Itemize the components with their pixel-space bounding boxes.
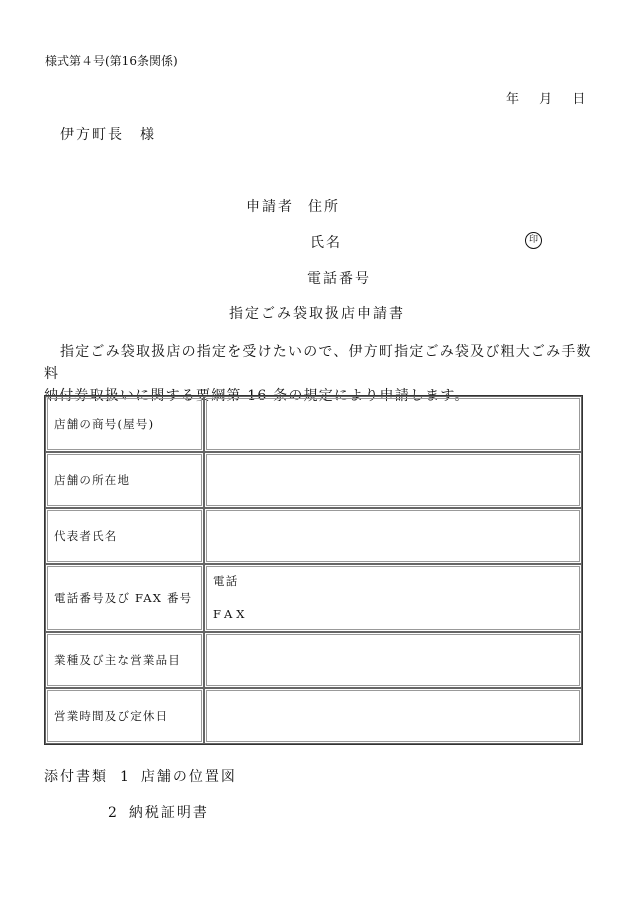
addressee-honorific: 様 bbox=[140, 127, 156, 143]
row-label-shop-name: 店舗の商号(屋号) bbox=[45, 396, 204, 452]
attachment-text: 店舗の位置図 bbox=[140, 769, 237, 785]
body-line-1: 指定ごみ袋取扱店の指定を受けたいので、伊方町指定ごみ袋及び粗大ごみ手数料 bbox=[44, 344, 592, 382]
table-row bbox=[45, 396, 582, 452]
attachment-number: 1 bbox=[120, 769, 131, 785]
seal-mark-icon: 印 bbox=[525, 232, 542, 249]
row-label-hours: 営業時間及び定休日 bbox=[45, 688, 204, 744]
date-month: 月 bbox=[539, 92, 553, 107]
hours-field[interactable] bbox=[204, 688, 582, 744]
representative-field[interactable] bbox=[204, 508, 582, 564]
attachments-heading: 添付書類 bbox=[44, 769, 108, 785]
row-label-business-type: 業種及び主な営業品目 bbox=[45, 632, 204, 688]
phone-fax-field[interactable] bbox=[204, 564, 582, 632]
table-row bbox=[45, 564, 582, 632]
addressee bbox=[60, 124, 156, 144]
attachment-text: 納税証明書 bbox=[128, 805, 209, 821]
shop-address-field[interactable] bbox=[204, 452, 582, 508]
document-title: 指定ごみ袋取扱店申請書 bbox=[229, 306, 405, 322]
tel-label: 電話 bbox=[213, 574, 239, 588]
applicant-phone-label: 電話番号 bbox=[307, 271, 371, 287]
address-label: 住所 bbox=[308, 199, 340, 215]
fax-label: FAX bbox=[213, 607, 249, 621]
addressee-name: 伊方町長 bbox=[60, 127, 124, 143]
date-line bbox=[506, 88, 585, 107]
attachment-number: 2 bbox=[108, 805, 119, 821]
date-year: 年 bbox=[506, 92, 520, 107]
applicant-address-line bbox=[246, 196, 340, 216]
table-row bbox=[45, 452, 582, 508]
table-row bbox=[45, 688, 582, 744]
row-label-shop-address: 店舗の所在地 bbox=[45, 452, 204, 508]
form-number: 様式第４号(第16条関係) bbox=[45, 54, 178, 68]
applicant-name-label: 氏名 bbox=[310, 235, 342, 251]
table-row bbox=[45, 632, 582, 688]
row-label-representative: 代表者氏名 bbox=[45, 508, 204, 564]
table-row bbox=[45, 508, 582, 564]
row-label-phone-fax: 電話番号及び FAX 番号 bbox=[45, 564, 204, 632]
attachment-line-2 bbox=[108, 802, 209, 822]
attachment-line-1 bbox=[44, 766, 237, 786]
date-day: 日 bbox=[572, 92, 586, 107]
applicant-label: 申請者 bbox=[246, 199, 294, 215]
application-table bbox=[44, 395, 583, 745]
shop-name-field[interactable] bbox=[204, 396, 582, 452]
body-line-2: 納付券取扱いに関する要綱第 16 条の規定により申請します。 bbox=[44, 388, 470, 404]
business-type-field[interactable] bbox=[204, 632, 582, 688]
